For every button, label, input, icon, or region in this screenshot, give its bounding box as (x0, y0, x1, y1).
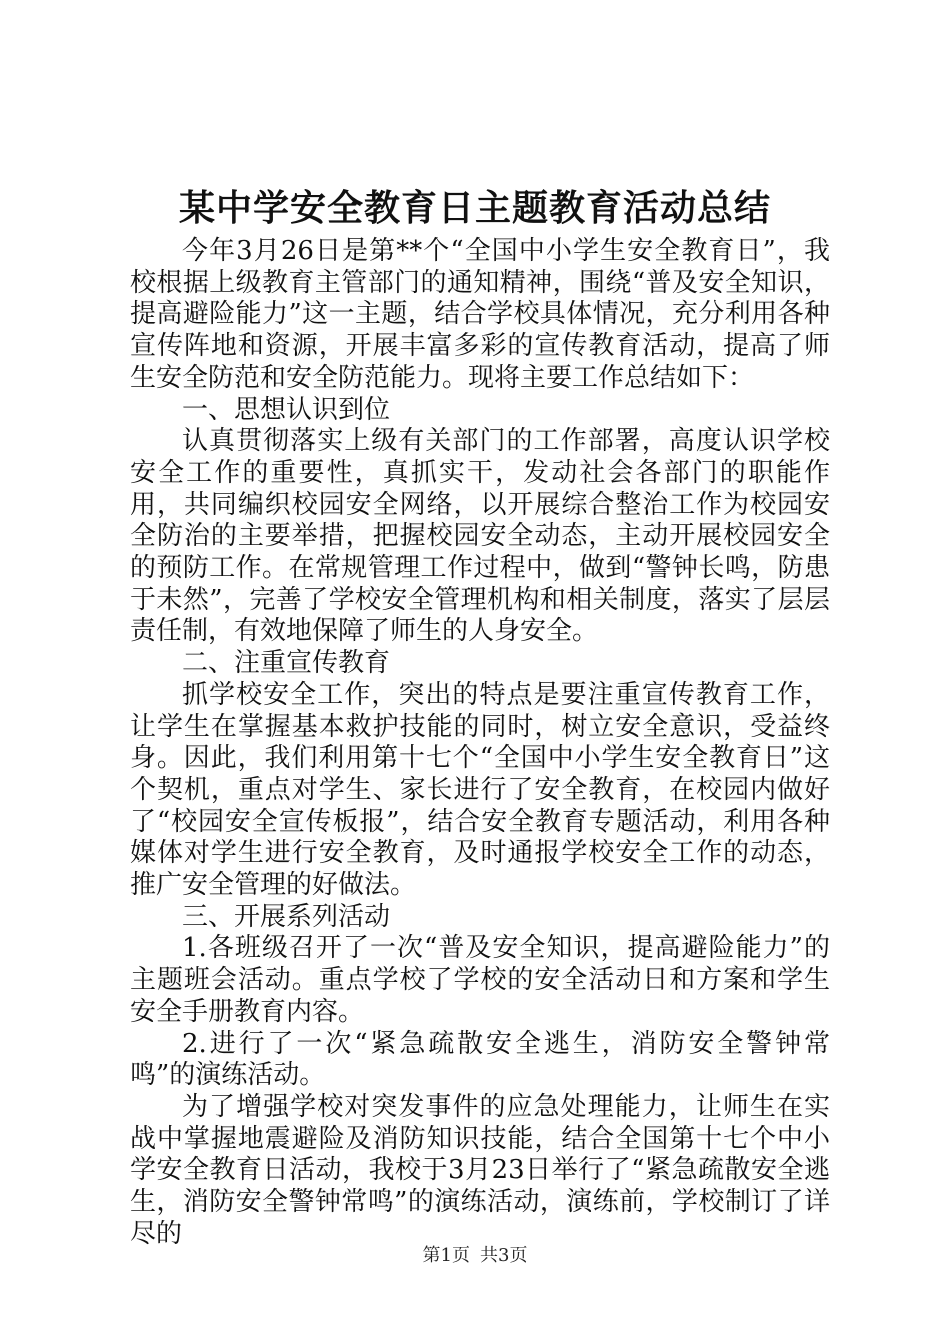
document-body (130, 236, 830, 1251)
page-footer (0, 1244, 950, 1268)
document-title: 某中学安全教育日主题教育活动总结 (178, 187, 771, 229)
paragraph-section-1: 认真贯彻落实上级有关部门的工作部署，高度认识学校安全工作的重要性，真抓实干，发动社会各部门的职能作用，共同编织校园安全网络，以开展综合整治工作为校园安全防治的主要举措，把握校园安全动态，主动开展校园安全的预防工作。在常规管理工作过程中，做到“警钟长鸣，防患于未然”，完善了学校安全管理机构和相关制度，落实了层层责任制，有效地保障了师生的人身安全。 (130, 426, 830, 647)
paragraph-section-2: 抓学校安全工作，突出的特点是要注重宣传教育工作，让学生在掌握基本救护技能的同时，树立安全意识，受益终身。因此，我们利用第十七个“全国中小学生安全教育日”这个契机，重点对学生、家长进行了安全教育，在校园内做好了“校园安全宣传板报”，结合安全教育专题活动，利用各种媒体对学生进行安全教育，及时通报学校安全工作的动态，推广安全管理的好做法。 (130, 679, 830, 901)
section-heading-3: 三、开展系列活动 (182, 901, 391, 932)
page-total: 共3页 (480, 1245, 528, 1266)
paragraph-drill: 为了增强学校对突发事件的应急处理能力，让师生在实战中掌握地震避险及消防知识技能，结合全国第十七个中小学安全教育日活动，我校于3月23日举行了“紧急疏散安全逃生，消防安全警钟常鸣”的演练活动，演练前，学校制订了详尽的 (130, 1091, 830, 1249)
section-heading-1: 一、思想认识到位 (182, 394, 391, 425)
section-heading-2: 二、注重宣传教育 (182, 648, 391, 679)
paragraph-item-1: 1.各班级召开了一次“普及安全知识，提高避险能力”的主题班会活动。重点学校了学校的安全活动日和方案和学生安全手册教育内容。 (130, 933, 830, 1027)
paragraph-intro: 今年3月26日是第**个“全国中小学生安全教育日”，我校根据上级教育主管部门的通知精神，围绕“普及安全知识，提高避险能力”这一主题，结合学校具体情况，充分利用各种宣传阵地和资源，开展丰富多彩的宣传教育活动，提高了师生安全防范和安全防范能力。现将主要工作总结如下： (130, 236, 830, 393)
page-number: 第1页 (422, 1245, 470, 1266)
paragraph-item-2: 2.进行了一次“紧急疏散安全逃生，消防安全警钟常鸣”的演练活动。 (130, 1028, 830, 1091)
